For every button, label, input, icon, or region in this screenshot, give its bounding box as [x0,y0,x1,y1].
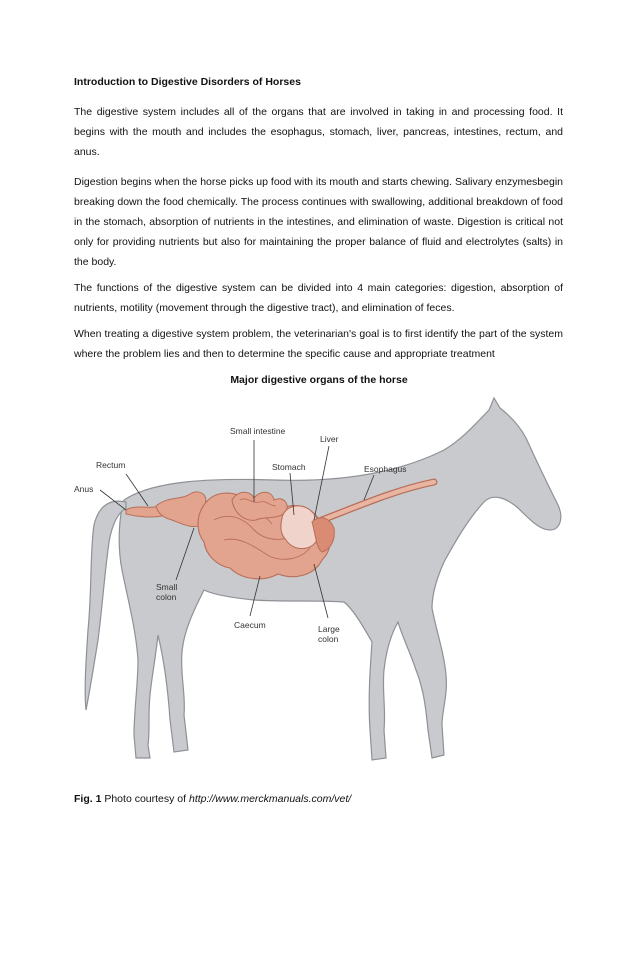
caption-url: http://www.merckmanuals.com/vet/ [188,793,352,805]
label-stomach: Stomach [272,462,306,472]
caption-fig-label: Fig. 1 [74,793,102,805]
horse-digestive-illustration [64,390,584,790]
paragraph-treatment: When treating a digestive system problem, the veterinarian's goal is to first identify the part of the system where the problem lies and then to determine the specific cause and appropriate treatment [74,328,563,360]
label-anus: Anus [74,484,94,494]
paragraph-digestive-system: The digestive system includes all of the organs that are involved in taking in and processing food. It begins with the mouth and includes the esophagus, stomach, liver, pancreas, intestines, rectum, and anus. [74,106,563,158]
caption-text: Photo courtesy of [101,793,189,805]
document-heading: Introduction to Digestive Disorders of Horses [74,76,301,88]
label-small-colon-line1: Small [156,582,178,592]
label-liver: Liver [320,434,339,444]
label-small-intestine: Small intestine [230,426,286,436]
paragraph-functions: The functions of the digestive system can be divided into 4 main categories: digestion, absorption of nutrients, motility (movement through the digestive tract), and elimination of feces. [74,282,563,314]
label-large-colon-line2: colon [318,634,339,644]
horse-body-shape [119,398,561,760]
figure-caption [74,793,351,805]
figure-title: Major digestive organs of the horse [230,374,408,386]
label-rectum: Rectum [96,460,126,470]
label-small-colon-line2: colon [156,592,177,602]
paragraph-digestion-process: Digestion begins when the horse picks up food with its mouth and starts chewing. Salivary enzymesbegin breaking down the food chemically. The process continues with swallowing, additional breakdown of food in the stomach, absorption of nutrients in the intestines, and elimination of waste. Digestion is critical not only for providing nutrients but also for maintaining the proper balance of fluid and electrolytes (salts) in the body. [74,176,563,268]
horse-diagram-svg [64,390,584,790]
label-caecum: Caecum [234,620,266,630]
label-large-colon-line1: Large [318,624,340,634]
label-esophagus: Esophagus [364,464,407,474]
